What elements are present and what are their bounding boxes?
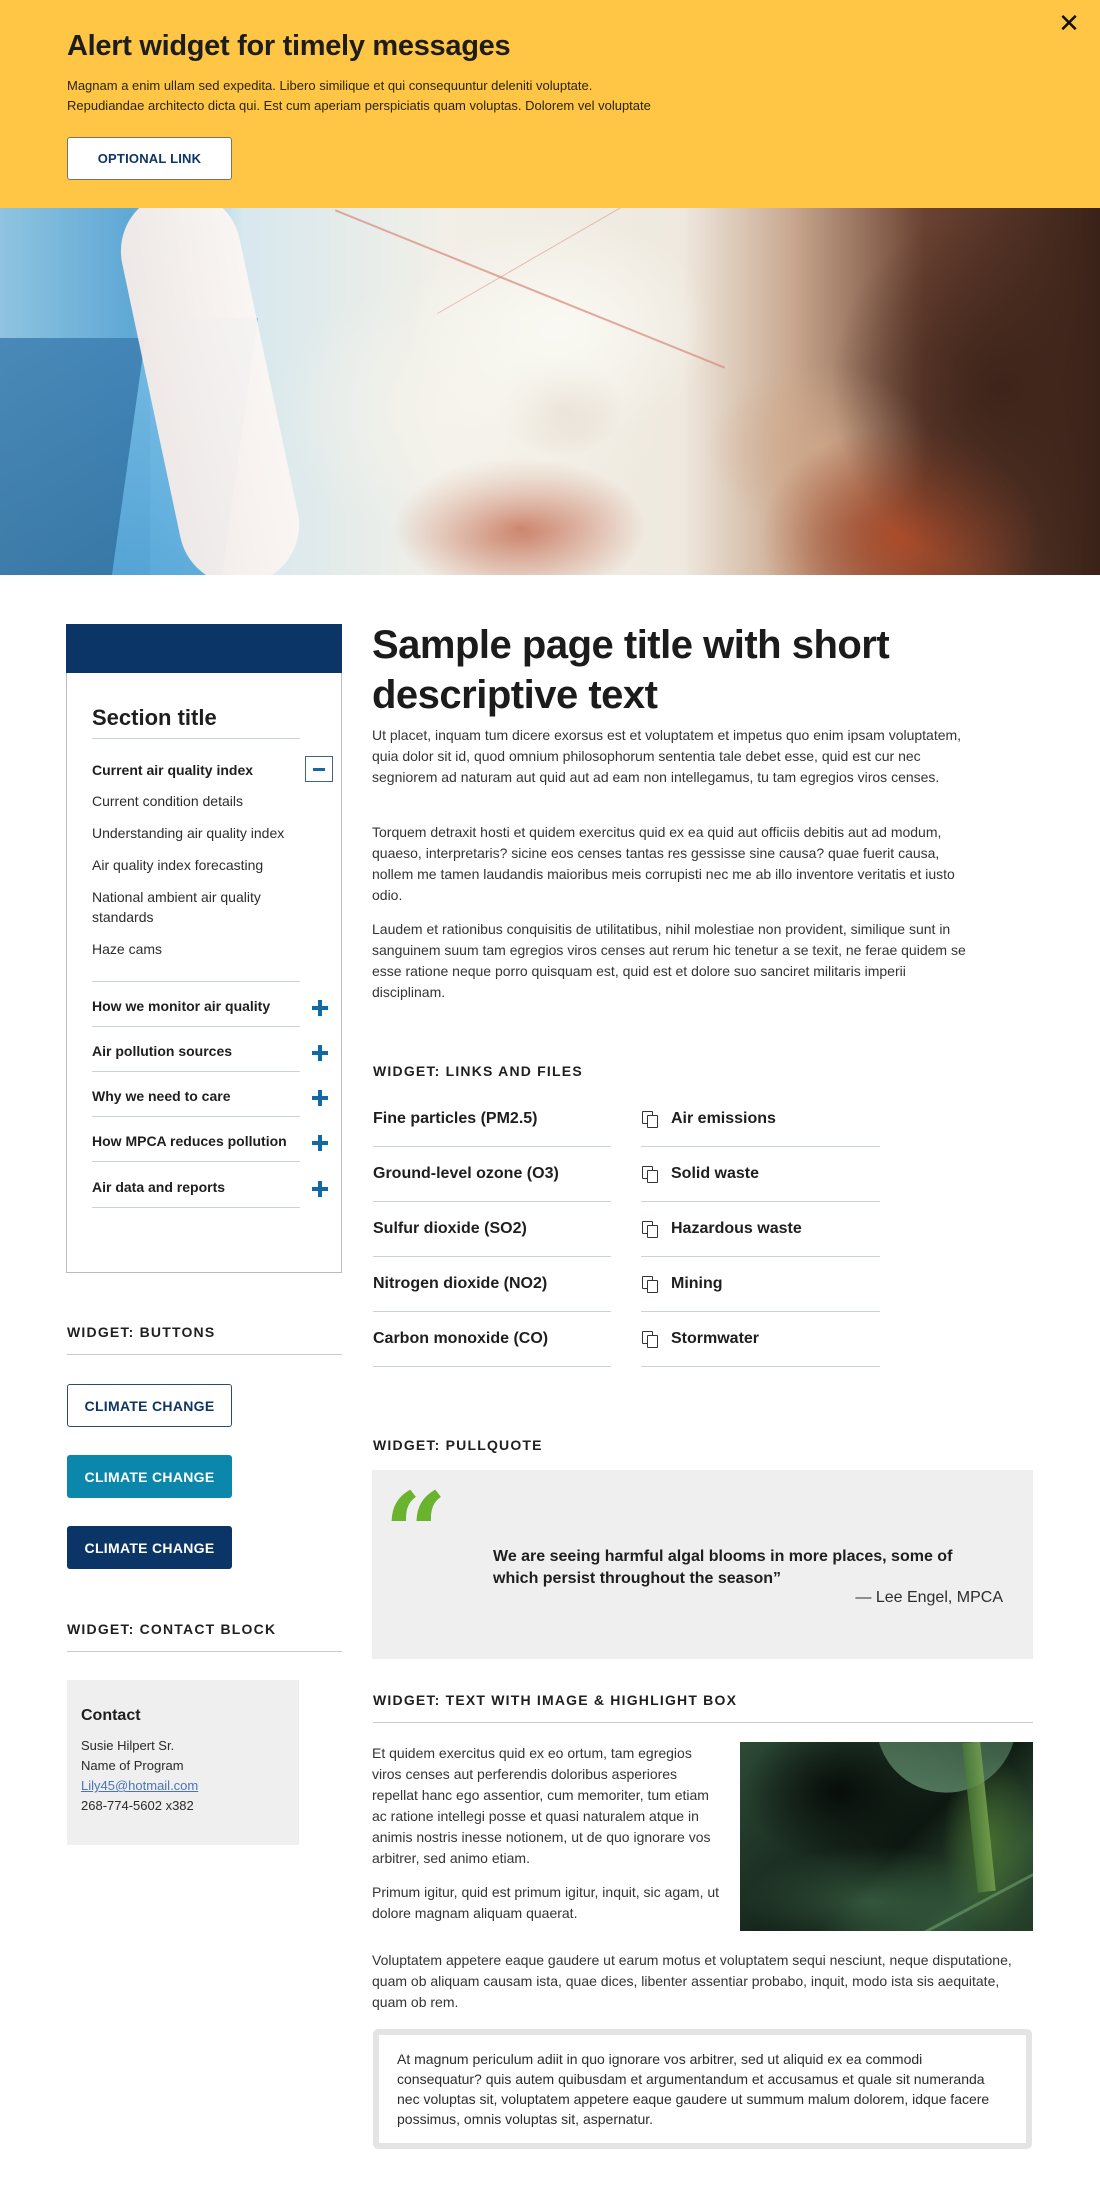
climate-change-button-outline[interactable]: CLIMATE CHANGE xyxy=(67,1384,232,1427)
nav-group-data-reports[interactable]: Air data and reports xyxy=(92,1179,226,1195)
divider xyxy=(92,1071,300,1072)
alert-text-line: Magnam a enim ullam sed expedita. Libero similique et qui consequuntur deleniti voluptate. xyxy=(67,78,593,93)
file-item[interactable] xyxy=(641,1257,880,1312)
pullquote-citation: — Lee Engel, MPCA xyxy=(855,1589,1003,1606)
file-label: Stormwater xyxy=(671,1330,760,1347)
section-title: Section title xyxy=(92,705,217,730)
expand-plus-icon[interactable] xyxy=(312,1090,328,1106)
expand-plus-icon[interactable] xyxy=(312,1135,328,1151)
link-item[interactable] xyxy=(373,1092,611,1147)
file-label: Air emissions xyxy=(671,1110,776,1127)
nav-item-aqi-forecasting[interactable]: Air quality index forecasting xyxy=(92,857,264,873)
leaf-shape xyxy=(863,1742,1017,1806)
section-nav-header xyxy=(66,624,342,673)
nav-group-monitor[interactable]: How we monitor air quality xyxy=(92,998,271,1014)
pullquote-text: We are seeing harmful algal blooms in more places, some of which persist throughout the season” xyxy=(493,1548,953,1587)
body-paragraph: Laudem et rationibus conquisitis de utilitatibus, nihil molestiae non provident, similique sunt in sanguinem suum tam egregios viros censes aut rerum hic tenetur a se texit, ne ferae quidem se esse ratione neque porro quisquam est, quid est et dolore suo sanciret militaris imperii disciplinam. xyxy=(372,921,966,1000)
link-item[interactable] xyxy=(373,1257,611,1312)
nav-group-current-air-quality-index[interactable]: Current air quality index xyxy=(92,762,254,778)
body-paragraph: Et quidem exercitus quid ex eo ortum, tam egregios viros censes aut perferendis doloribus asperiores repellat hanc ego assentior, cum memoriter, tum etiam ac ratione intellegi posse et quasi naturalem atque in animis nostris inesse notionem, ut de quo ignorare vos arbitrer, sed animo etiam. xyxy=(372,1745,711,1866)
divider xyxy=(92,1161,300,1162)
link-item[interactable] xyxy=(373,1202,611,1257)
divider xyxy=(92,1026,300,1027)
section-nav xyxy=(66,624,342,1273)
expand-plus-icon[interactable] xyxy=(312,1000,328,1016)
nav-group-why-care[interactable]: Why we need to care xyxy=(92,1088,231,1104)
contact-block xyxy=(67,1680,299,1845)
file-icon xyxy=(642,1166,658,1182)
hero-image xyxy=(0,208,1100,575)
contact-email-link[interactable]: Lily45@hotmail.com xyxy=(81,1778,199,1793)
file-label: Mining xyxy=(671,1275,723,1292)
widget-label-contact: WIDGET: CONTACT BLOCK xyxy=(67,1621,277,1637)
file-item[interactable] xyxy=(641,1312,880,1367)
alert-banner xyxy=(0,0,1100,208)
file-icon xyxy=(642,1111,658,1127)
widget-label-text-image: WIDGET: TEXT WITH IMAGE & HIGHLIGHT BOX xyxy=(373,1692,738,1708)
nav-item-current-condition-details[interactable]: Current condition details xyxy=(92,793,243,809)
file-item[interactable] xyxy=(641,1202,880,1257)
highlight-box xyxy=(373,2029,1032,2149)
link-label: Fine particles (PM2.5) xyxy=(373,1110,538,1127)
divider xyxy=(92,1116,300,1117)
body-paragraph: Primum igitur, quid est primum igitur, inquit, sic agam, ut dolore magnam aliquam quaerat. xyxy=(372,1884,720,1921)
divider xyxy=(92,738,300,739)
file-label: Solid waste xyxy=(671,1165,760,1182)
body-paragraph: Ut placet, inquam tum dicere exorsus est et voluptatem et impetus quo enim ipsam voluptatem, quia dolor sit id, quod omnium philosophorum sententia tale debet esse, quid est cur nec segniorem ad naturam aut quid aut ad eam non intellegamus, tu tam egregios viros censes. xyxy=(372,727,962,785)
divider xyxy=(92,1207,300,1208)
nav-item-haze-cams[interactable]: Haze cams xyxy=(92,941,163,957)
widget-label-links-files: WIDGET: LINKS AND FILES xyxy=(373,1063,583,1079)
file-label: Hazardous waste xyxy=(671,1220,802,1237)
nav-group-sources[interactable]: Air pollution sources xyxy=(92,1043,233,1059)
link-item[interactable] xyxy=(373,1312,611,1367)
alert-text xyxy=(67,76,787,116)
contact-phone: 268-774-5602 x382 xyxy=(81,1798,194,1813)
widget-label-pullquote: WIDGET: PULLQUOTE xyxy=(373,1437,543,1453)
expand-plus-icon[interactable] xyxy=(312,1045,328,1061)
file-icon xyxy=(642,1276,658,1292)
link-label: Sulfur dioxide (SO2) xyxy=(373,1220,527,1237)
divider xyxy=(67,1354,342,1355)
close-icon[interactable]: ✕ xyxy=(1058,8,1080,38)
nav-group-mpca-reduces[interactable]: How MPCA reduces pollution xyxy=(92,1133,287,1149)
collapse-minus-icon[interactable] xyxy=(305,756,333,782)
highlight-text: At magnum periculum adiit in quo ignorare vos arbitrer, sed ut aliquid ex ea commodi consequatur? quis autem quibusdam et argumentandum et accusamus et quale sit numeranda nec voluptas sit, voluptatem appetere eaque gaudere ut summum malum dolorem, idque facere possimus, omnis voluptas sit, aspernatur. xyxy=(397,2051,990,2127)
quote-mark-icon: “ xyxy=(384,1468,448,1597)
link-label: Carbon monoxide (CO) xyxy=(373,1330,549,1347)
leaf-vein xyxy=(871,1865,1033,1931)
widget-label-buttons: WIDGET: BUTTONS xyxy=(67,1324,216,1340)
nav-item-naaqs[interactable]: National ambient air quality standards xyxy=(92,889,261,925)
body-paragraph: Voluptatem appetere eaque gaudere ut earum motus et voluptatem sequi nesciunt, neque disputatione, quam ob aliquam causam ista, quae dices, libenter assentiar probabo, inquit, modo ista sis aequitate, quam ob rem. xyxy=(372,1952,1012,2010)
divider xyxy=(373,1722,1033,1723)
file-icon xyxy=(642,1331,658,1347)
pullquote xyxy=(372,1470,1033,1659)
body-paragraph: Torquem detraxit hosti et quidem exercitus quid ex ea quid aut officiis debitis aut ad modum, quaeso, interpretaris? sicine eos censes tantas res gessisse sine causa? quae fuerit causa, nollem me tamen laudandis maioribus meis corrupisti nec me ab illo inventore veritatis et iusto odio. xyxy=(372,824,955,903)
file-icon xyxy=(642,1221,658,1237)
nav-item-understanding-aqi[interactable]: Understanding air quality index xyxy=(92,825,285,841)
climate-change-button-teal[interactable]: CLIMATE CHANGE xyxy=(67,1455,232,1498)
expand-plus-icon[interactable] xyxy=(312,1181,328,1197)
alert-text-line: Repudiandae architecto dicta qui. Est cum aperiam perspiciatis quam voluptas. Dolorem vel voluptate xyxy=(67,98,651,113)
link-item[interactable] xyxy=(373,1147,611,1202)
alert-title: Alert widget for timely messages xyxy=(67,30,511,62)
divider xyxy=(92,981,300,982)
leaf-image xyxy=(740,1742,1033,1931)
file-item[interactable] xyxy=(641,1092,880,1147)
link-label: Ground-level ozone (O3) xyxy=(373,1165,559,1182)
contact-name: Susie Hilpert Sr. xyxy=(81,1738,175,1753)
contact-title: Contact xyxy=(81,1707,141,1724)
link-label: Nitrogen dioxide (NO2) xyxy=(373,1275,548,1292)
file-item[interactable] xyxy=(641,1147,880,1202)
optional-link-button[interactable]: OPTIONAL LINK xyxy=(67,137,232,180)
hero-map-route xyxy=(335,209,725,368)
page-title: Sample page title with short descriptive text xyxy=(372,623,890,717)
climate-change-button-navy[interactable]: CLIMATE CHANGE xyxy=(67,1526,232,1569)
divider xyxy=(67,1651,342,1652)
contact-program: Name of Program xyxy=(81,1758,184,1773)
